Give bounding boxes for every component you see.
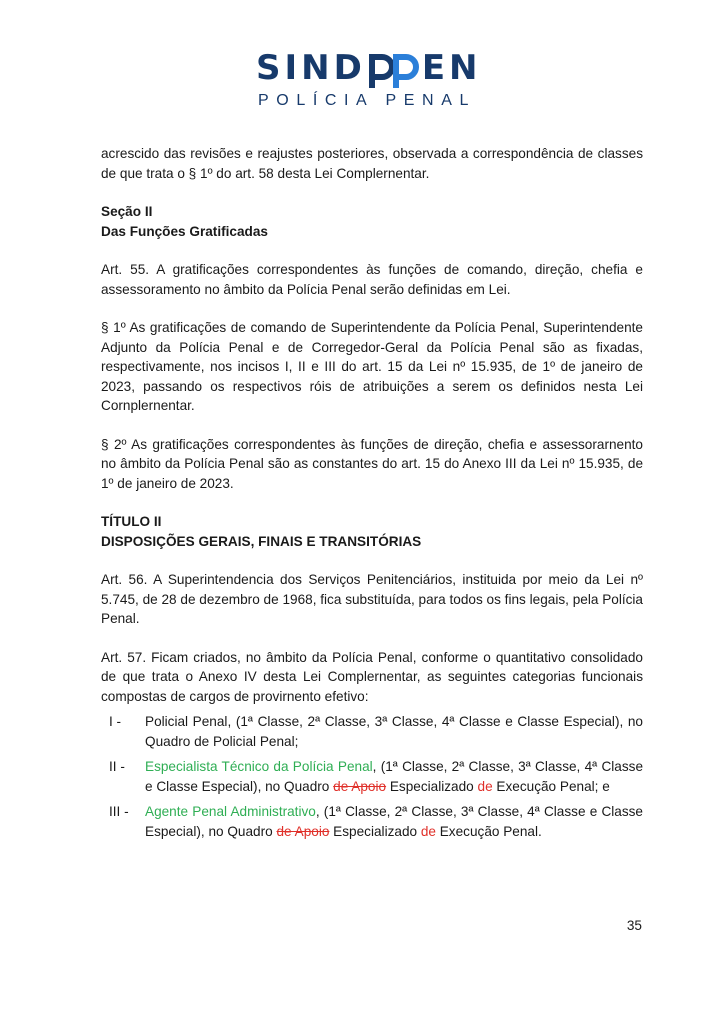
article-57-list [101, 712, 643, 841]
logo-wordmark [256, 48, 482, 88]
article-55-paragraph-1: § 1º As gratificações de comando de Superintendente da Polícia Penal, Superintendente Adjunto da Polícia Penal e de Corregedor-Geral da Polícia Penal são as fixadas, respectivamente, nos incisos I, II e III do art. 15 da Lei nº 15.935, de 1º de janeiro de 2023, passando os respectivos róis de atribuições a serem os definidos nesta Lei Cornplernentar. [101, 320, 643, 413]
intro-paragraph: acrescido das revisões e reajustes posteriores, observada a correspondência de classes de que trata o § 1º do art. 58 desta Lei Complernentar. [101, 146, 643, 181]
section-subheading: Das Funções Gratificadas [101, 223, 268, 239]
logo-word-left: SIND [256, 48, 366, 88]
list-item-number: II - [109, 759, 125, 774]
list-item-text: Agente Penal Administrativo, (1ª Classe, 2ª Classe, 3ª Classe, 4ª Classe e Classe Especial), no Quadro de Apoio Especializado de Execução Penal. [145, 804, 643, 839]
page-number: 35 [626, 918, 642, 933]
changed-text: de [420, 823, 436, 839]
document-body [101, 144, 643, 847]
list-item-text: Policial Penal, (1ª Classe, 2ª Classe, 3ª Classe, 4ª Classe e Classe Especial), no Quadro de Policial Penal; [145, 714, 643, 749]
deleted-text: de Apoio [333, 778, 387, 794]
sindppen-logo [256, 48, 482, 110]
article-56: Art. 56. A Superintendencia dos Serviços Penitenciários, instituida por meio da Lei nº 5.745, de 28 de dezembro de 1968, fica substituída, para todos os fins legais, pela Polícia Penal. [101, 572, 643, 626]
inserted-text: Especialista Técnico da Polícia Penal [145, 759, 373, 774]
article-55-paragraph-2: § 2º As gratificações correspondentes às funções de direção, chefia e assessorarnento no âmbito da Polícia Penal são as constantes do art. 15 do Anexo III da Lei nº 15.935, de 1º de janeiro de 2023. [101, 436, 643, 491]
logo-word-right: EN [421, 48, 482, 88]
title-heading: TÍTULO II [101, 514, 162, 529]
changed-text: de [477, 778, 493, 794]
article-55: Art. 55. A gratificações correspondentes às funções de comando, direção, chefia e assessoramento no âmbito da Polícia Penal serão definidas em Lei. [101, 262, 643, 297]
inserted-text: Agente Penal Administrativo [145, 804, 316, 819]
list-item [101, 802, 643, 841]
list-item-text: Especialista Técnico da Polícia Penal, (1ª Classe, 2ª Classe, 3ª Classe, 4ª Classe e Classe Especial), no Quadro de Apoio Especializado de Execução Penal; e [145, 759, 644, 794]
list-item [101, 712, 643, 751]
list-item-number: I - [109, 714, 122, 729]
section-heading: Seção II [101, 204, 153, 219]
title-subheading: DISPOSIÇÕES GERAIS, FINAIS E TRANSITÓRIAS [101, 533, 422, 549]
deleted-text: de Apoio [276, 823, 330, 839]
article-57: Art. 57. Ficam criados, no âmbito da Polícia Penal, conforme o quantitativo consolidado de que trata o Anexo IV desta Lei Complernentar, as seguintes categorias funcionais compostas de cargos de provirnento efetivo: [101, 649, 643, 704]
logo-subtitle: POLÍCIA PENAL [258, 92, 476, 109]
list-item-number: III - [109, 804, 129, 819]
list-item [101, 757, 643, 796]
logo-pp-icon [366, 48, 422, 88]
